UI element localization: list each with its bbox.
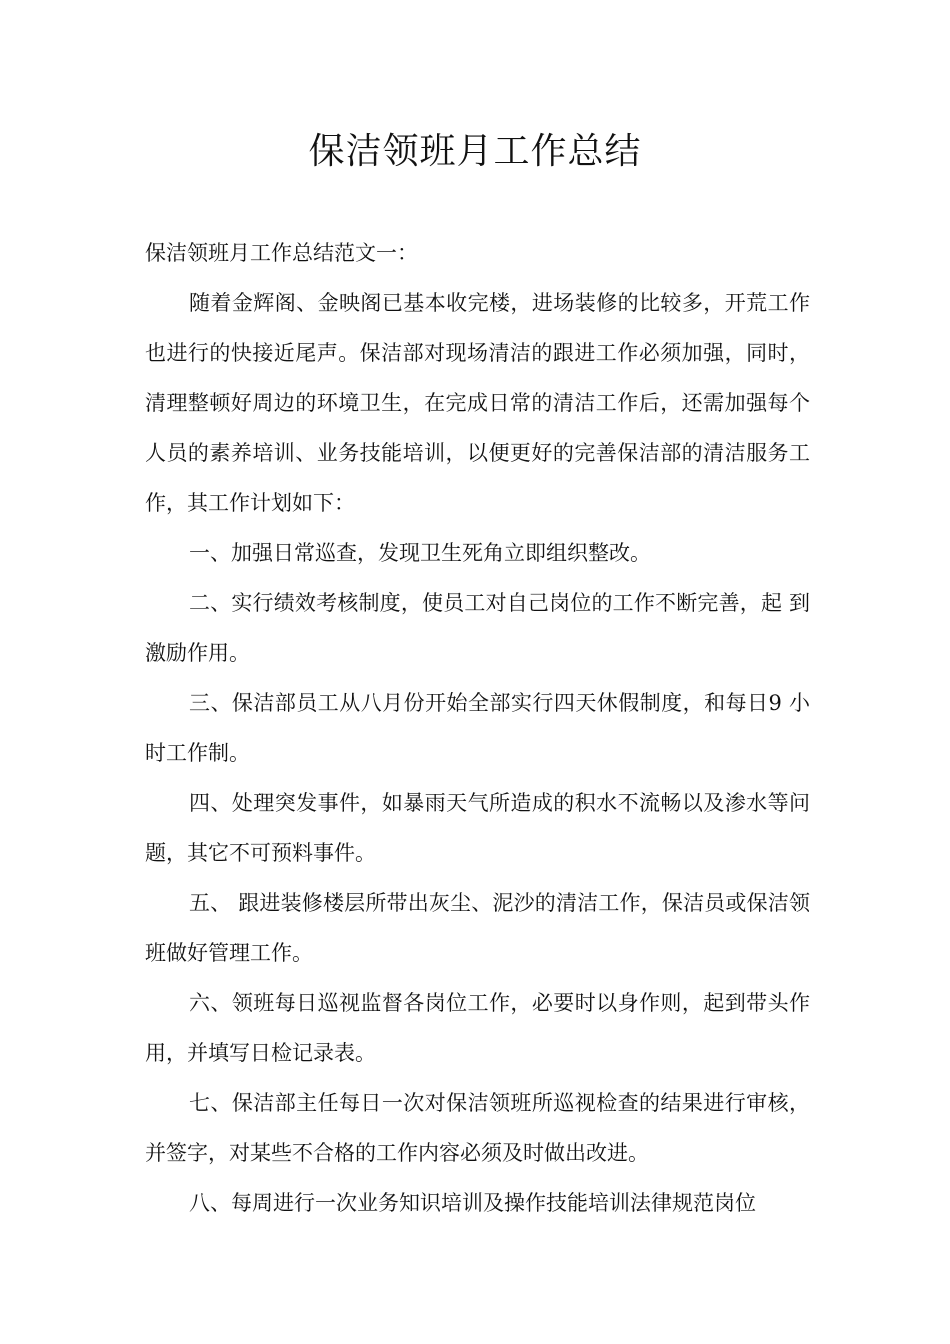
- document-title: 保洁领班月工作总结: [308, 131, 642, 172]
- paragraph-intro: 随着金辉阁、金映阁已基本收完楼，进场装修的比较多，开荒工作也进行的快接近尾声。保洁部对现场清洁的跟进工作必须加强，同时，清理整顿好周边的环境卫生，在完成日常的清洁工作后，还需加强每个人员的素养培训、业务技能培训，以便更好的完善保洁部的清洁服务工作，其工作计划如下：: [145, 291, 810, 515]
- paragraph-item-1: 一、加强日常巡查，发现卫生死角立即组织整改。: [189, 541, 651, 565]
- paragraph-item-5: 五、 跟进装修楼层所带出灰尘、泥沙的清洁工作，保洁员或保洁领班做好管理工作。: [145, 891, 810, 965]
- paragraph-item-6: 六、领班每日巡视监督各岗位工作，必要时以身作则，起到带头作用，并填写日检记录表。: [145, 991, 810, 1065]
- paragraph-item-3: 三、保洁部员工从八月份开始全部实行四天休假制度，和每日9 小时工作制。: [145, 691, 810, 765]
- paragraph-item-8: 八、每周进行一次业务知识培训及操作技能培训法律规范岗位: [189, 1191, 756, 1215]
- paragraph-item-2: 二、实行绩效考核制度，使员工对自己岗位的工作不断完善，起 到激励作用。: [145, 591, 810, 665]
- intro-heading: 保洁领班月工作总结范文一：: [145, 241, 418, 265]
- document-body: [145, 228, 810, 1228]
- paragraph-item-7: 七、保洁部主任每日一次对保洁领班所巡视检查的结果进行审核， 并签字，对某些不合格的工作内容必须及时做出改进。: [145, 1091, 810, 1165]
- paragraph-item-4: 四、处理突发事件，如暴雨天气所造成的积水不流畅以及渗水等问题，其它不可预料事件。: [145, 791, 810, 865]
